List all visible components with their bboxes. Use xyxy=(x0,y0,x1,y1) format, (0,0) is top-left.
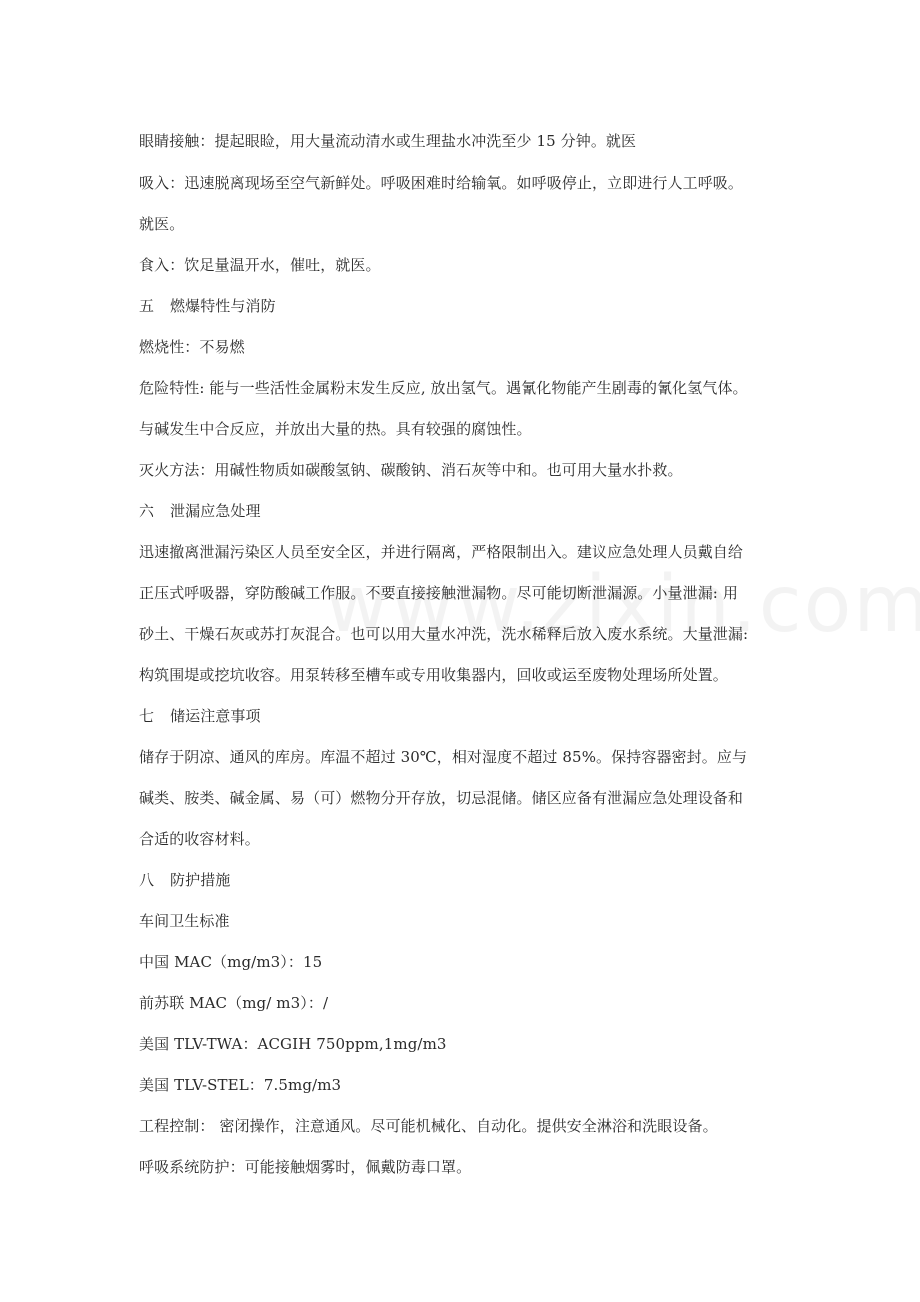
section-heading-5 xyxy=(139,296,789,316)
text-line-storage-2: 碱类、胺类、碱金属、易（可）燃物分开存放，切忌混储。储区应备有泄漏应急处理设备和 xyxy=(139,789,744,807)
section-title: 泄漏应急处理 xyxy=(170,502,261,520)
text-line-ingestion: 食入：饮足量温开水，催吐，就医。 xyxy=(139,256,381,274)
text-line-ussr-mac: 前苏联 MAC（mg/ m3）：/ xyxy=(139,994,329,1012)
section-heading-6 xyxy=(139,501,789,521)
text-line-leak-1: 迅速撤离泄漏污染区人员至安全区，并进行隔离，严格限制出入。建议应急处理人员戴自给 xyxy=(139,543,744,561)
section-title: 储运注意事项 xyxy=(170,707,261,725)
section-number: 六 xyxy=(139,502,155,520)
text-line-hygiene-standard: 车间卫生标准 xyxy=(139,912,230,930)
text-line-respiratory-protection: 呼吸系统防护：可能接触烟雾时，佩戴防毒口罩。 xyxy=(139,1158,472,1176)
section-number: 五 xyxy=(139,297,155,315)
text-line-hazard: 危险特性: 能与一些活性金属粉末发生反应, 放出氢气。遇氰化物能产生剧毒的氰化氢气体。 xyxy=(139,379,748,397)
text-line-inhalation: 吸入：迅速脱离现场至空气新鲜处。呼吸困难时给输氧。如呼吸停止，立即进行人工呼吸。 xyxy=(139,174,744,192)
text-line-engineering-control: 工程控制： 密闭操作，注意通风。尽可能机械化、自动化。提供安全淋浴和洗眼设备。 xyxy=(139,1117,718,1135)
section-title: 燃爆特性与消防 xyxy=(170,297,276,315)
text-line-inhalation-cont: 就医。 xyxy=(139,215,185,233)
text-line-eye-contact: 眼睛接触：提起眼睑，用大量流动清水或生理盐水冲洗至少 15 分钟。就医 xyxy=(139,132,637,150)
section-title: 防护措施 xyxy=(170,871,231,889)
section-heading-8 xyxy=(139,870,789,890)
text-line-leak-4: 构筑围堤或挖坑收容。用泵转移至槽车或专用收集器内，回收或运至废物处理场所处置。 xyxy=(139,666,728,684)
section-heading-7 xyxy=(139,706,789,726)
text-line-leak-3: 砂土、干燥石灰或苏打灰混合。也可以用大量水冲洗，洗水稀释后放入废水系统。大量泄漏: xyxy=(139,625,749,643)
section-number: 八 xyxy=(139,871,155,889)
section-number: 七 xyxy=(139,707,155,725)
text-line-hazard-cont: 与碱发生中合反应，并放出大量的热。具有较强的腐蚀性。 xyxy=(139,420,532,438)
text-line-us-tlv-stel: 美国 TLV-STEL：7.5mg/m3 xyxy=(139,1076,342,1094)
text-line-us-tlv-twa: 美国 TLV-TWA：ACGIH 750ppm,1mg/m3 xyxy=(139,1035,447,1053)
text-line-storage-1: 储存于阴凉、通风的库房。库温不超过 30℃，相对湿度不超过 85%。保持容器密封。应与 xyxy=(139,748,748,766)
text-line-leak-2: 正压式呼吸器，穿防酸碱工作服。不要直接接触泄漏物。尽可能切断泄漏源。小量泄漏: 用 xyxy=(139,584,738,602)
text-line-china-mac: 中国 MAC（mg/m3）：15 xyxy=(139,953,323,971)
text-line-storage-3: 合适的收容材料。 xyxy=(139,830,260,848)
text-line-flammability: 燃烧性：不易燃 xyxy=(139,338,245,356)
text-line-extinguishing: 灭火方法：用碱性物质如碳酸氢钠、碳酸钠、消石灰等中和。也可用大量水扑救。 xyxy=(139,461,683,479)
